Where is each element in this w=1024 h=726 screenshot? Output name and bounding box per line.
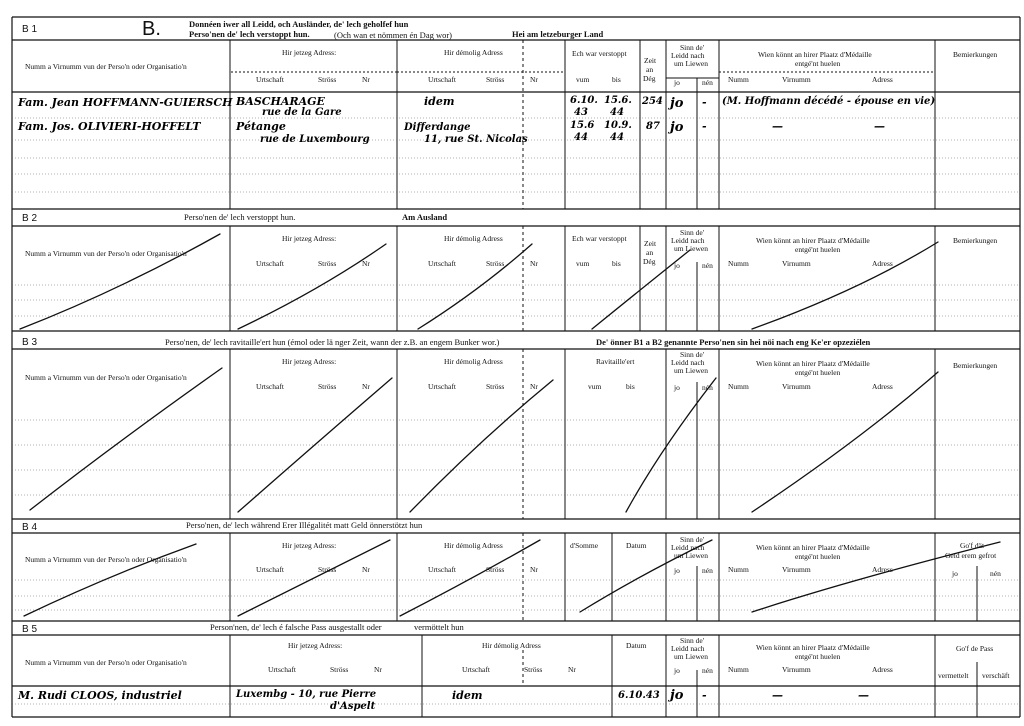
b3-col-stross: Ströss [318, 382, 337, 391]
b4-col-virnumm: Virnumm [782, 565, 811, 574]
entry-3-dash: - [702, 689, 707, 702]
entry-2-medal-name: — [772, 120, 783, 133]
b3-col-stross-2: Ströss [486, 382, 505, 391]
b2-col-urtschaft-2: Urtschaft [428, 259, 456, 268]
b5-col-medal-2: entgé'nt huelen [795, 652, 841, 661]
b2-col-former: Hir démolig Adress [444, 234, 503, 243]
entry-1-from: 6.10. [570, 95, 598, 106]
entry-1-note: (M. Hoffmann décédé - épouse en vie) [722, 96, 936, 107]
section-label-b1: B 1 [22, 24, 38, 35]
b5-col-vermettelt: vermettelt [938, 671, 969, 680]
b5-col-medal-1: Wien könnt an hirer Plaatz d'Médaille [756, 643, 870, 652]
col-nen: nén [702, 78, 713, 87]
entry-2-dash: - [702, 120, 707, 133]
col-jo: jo [674, 78, 680, 87]
b3-col-sinn-3: um Liewen [674, 366, 708, 375]
b4-col-adress: Adress [872, 565, 893, 574]
b5-col-former: Hir démolig Adress [482, 641, 541, 650]
entry-3-address: Luxembg - 10, rue Pierre [236, 689, 377, 700]
header-line-2b: (Och wan et nömmen én Dag wor) [334, 30, 453, 40]
b2-col-hidden: Ech war verstoppt [572, 234, 627, 243]
b2-col-sinn-1: Sinn de' [680, 228, 705, 237]
entry-2-city: Pétange [236, 120, 286, 133]
b4-col-former: Hir démolig Adress [444, 541, 503, 550]
b5-col-sinn-3: um Liewen [674, 652, 708, 661]
b3-col-jo: jo [674, 383, 680, 392]
b5-col-sinn-1: Sinn de' [680, 636, 705, 645]
b2-col-stross: Ströss [318, 259, 337, 268]
b5-col-urtschaft: Urtschaft [268, 665, 296, 674]
entry-3-former: idem [452, 689, 483, 702]
b4-col-stross: Ströss [318, 565, 337, 574]
header-line-2a: Perso'nen de' lech verstoppt hun. [189, 29, 310, 39]
col-nr-2: Nr [530, 75, 538, 84]
entry-2-days: 87 [646, 121, 660, 132]
b3-col-nen: nén [702, 383, 713, 392]
entry-1-dash: - [702, 96, 707, 109]
b4-col-medal-1: Wien könnt an hirer Plaatz d'Médaille [756, 543, 870, 552]
col-urtschaft-2: Urtschaft [428, 75, 456, 84]
b4-col-nen: nén [702, 566, 713, 575]
b2-col-adress: Adress [872, 259, 893, 268]
form-letter: B. [142, 18, 161, 40]
col-urtschaft: Urtschaft [256, 75, 284, 84]
entry-2-name: Fam. Jos. OLIVIERI-HOFFELT [18, 120, 201, 133]
b2-col-name: Numm a Virnumm vun der Perso'n oder Organisatio'n [25, 249, 187, 258]
b4-col-gof-nen: nén [990, 569, 1001, 578]
b3-col-nr: Nr [362, 382, 370, 391]
b3-title-note: De' önner B1 a B2 genannte Perso'nen sin hei nöi nach eng Ke'er opzeziélen [596, 337, 871, 347]
b4-col-medal-2: entgé'nt huelen [795, 552, 841, 561]
entry-1-alive: jo [670, 96, 684, 111]
b5-col-current: Hir jetzeg Adress: [288, 641, 343, 650]
b2-col-zeit-deg: Dég [643, 257, 656, 266]
b2-col-nen: nén [702, 261, 713, 270]
b5-title-2: vermöttelt hun [414, 622, 464, 632]
b2-col-urtschaft: Urtschaft [256, 259, 284, 268]
entry-1-to-year: 44 [610, 107, 624, 118]
b5-col-stross: Ströss [330, 665, 349, 674]
b4-col-datum: Datum [626, 541, 647, 550]
b3-col-sinn-2: Leidd nach [671, 358, 705, 367]
b2-col-jo: jo [674, 261, 680, 270]
col-stross: Ströss [318, 75, 337, 84]
b2-col-sinn-3: um Liewen [674, 244, 708, 253]
entry-2-to: 10.9. [604, 120, 632, 131]
entry-3-date: 6.10.43 [618, 690, 660, 701]
b3-col-ravit: Ravitaille'ert [596, 357, 635, 366]
entry-2-former-street: 11, rue St. Nicolas [424, 134, 528, 145]
entry-1-from-year: 43 [574, 107, 588, 118]
entry-2-street: rue de Luxembourg [260, 134, 370, 145]
b5-col-adress: Adress [872, 665, 893, 674]
entry-3-medal-address: — [858, 689, 869, 702]
b5-col-jo: jo [674, 666, 680, 675]
col-vum: vum [576, 75, 590, 84]
b3-col-bis: bis [626, 382, 635, 391]
entry-3-name: M. Rudi CLOOS, industriel [18, 689, 182, 702]
b3-col-sinn-1: Sinn de' [680, 350, 705, 359]
section-label-b4: B 4 [22, 522, 38, 533]
b5-col-nr-2: Nr [568, 665, 576, 674]
b5-col-name: Numm a Virnumm vun der Perso'n oder Organisatio'n [25, 658, 187, 667]
b4-col-numm: Numm [728, 565, 749, 574]
b2-col-nr-2: Nr [530, 259, 538, 268]
entry-1-to: 15.6. [604, 95, 632, 106]
entry-1-city: BASCHARAGE [236, 95, 325, 108]
col-stross-2: Ströss [486, 75, 505, 84]
b3-col-remarks: Bemierkungen [953, 361, 998, 370]
entry-1-former: idem [424, 95, 455, 108]
b5-col-verschaft: verschäft [982, 671, 1010, 680]
header-line-2c: Hei am letzeburger Land [512, 29, 604, 39]
b4-col-current: Hir jetzeg Adress: [282, 541, 337, 550]
b2-col-bis: bis [612, 259, 621, 268]
b4-col-nr-2: Nr [530, 565, 538, 574]
col-hidden: Ech war verstoppt [572, 49, 627, 58]
b5-col-urtschaft-2: Urtschaft [462, 665, 490, 674]
b2-title: Perso'nen de' lech verstoppt hun. [184, 212, 296, 222]
entry-2-former-city: Differdange [404, 122, 471, 133]
b4-title: Perso'nen, de' lech während Erer Illégalitét matt Geld önnerstötzt hun [186, 520, 423, 530]
b4-col-name: Numm a Virnumm vun der Perso'n oder Organisatio'n [25, 555, 187, 564]
b3-col-medal-1: Wien könnt an hirer Plaatz d'Médaille [756, 359, 870, 368]
b5-title: Person'nen, de' lech é falsche Pass ausgestallt oder [210, 622, 382, 632]
b3-col-medal-2: entgé'nt huelen [795, 368, 841, 377]
b2-col-medal-1: Wien könnt an hirer Plaatz d'Médaille [756, 236, 870, 245]
entry-1-days: 254 [642, 96, 663, 107]
b2-col-nr: Nr [362, 259, 370, 268]
b2-col-zeit-an: an [646, 248, 654, 257]
b3-col-nr-2: Nr [530, 382, 538, 391]
col-sinn-3: um Liewen [674, 59, 708, 68]
b2-col-remarks: Bemierkungen [953, 236, 998, 245]
col-bis: bis [612, 75, 621, 84]
col-virnumm: Virnumm [782, 75, 811, 84]
entry-2-medal-address: — [874, 120, 885, 133]
section-label-b3: B 3 [22, 337, 38, 348]
b2-col-vum: vum [576, 259, 590, 268]
entry-2-from: 15.6 [570, 120, 595, 131]
b5-col-nen: nén [702, 666, 713, 675]
b2-col-sinn-2: Leidd nach [671, 236, 705, 245]
b2-title-abroad: Am Ausland [402, 212, 448, 222]
header-line-1: Donnéen iwer all Leidd, och Ausländer, de' lech geholfef hun [189, 19, 409, 29]
b4-col-urtschaft-2: Urtschaft [428, 565, 456, 574]
b4-col-gof-jo: jo [952, 569, 958, 578]
b5-col-numm: Numm [728, 665, 749, 674]
b5-col-pass: Go'f de Pass [956, 644, 994, 653]
b3-col-name: Numm a Virnumm vun der Perso'n oder Organisatio'n [25, 373, 187, 382]
col-adress: Adress [872, 75, 893, 84]
b3-col-urtschaft-2: Urtschaft [428, 382, 456, 391]
b5-col-datum: Datum [626, 641, 647, 650]
col-nr: Nr [362, 75, 370, 84]
b2-col-numm: Numm [728, 259, 749, 268]
entry-1-street: rue de la Gare [262, 107, 342, 118]
b4-col-sinn-1: Sinn de' [680, 535, 705, 544]
col-zeit-an: an [646, 65, 654, 74]
entry-2-to-year: 44 [610, 132, 624, 143]
b2-col-virnumm: Virnumm [782, 259, 811, 268]
b3-col-vum: vum [588, 382, 602, 391]
b4-col-gof-2: Geld erem gefrot [945, 551, 997, 560]
b3-col-adress: Adress [872, 382, 893, 391]
b5-col-stross-2: Ströss [524, 665, 543, 674]
b2-col-stross-2: Ströss [486, 259, 505, 268]
b2-col-current: Hir jetzeg Adress: [282, 234, 337, 243]
b5-col-sinn-2: Leidd nach [671, 644, 705, 653]
col-remarks: Bemierkungen [953, 50, 998, 59]
b4-col-stross-2: Ströss [486, 565, 505, 574]
col-zeit: Zeit [644, 56, 657, 65]
col-medal-1: Wien könnt an hirer Plaatz d'Médaille [758, 50, 872, 59]
entry-3-alive: jo [670, 688, 684, 703]
entry-3-medal-name: — [772, 689, 783, 702]
b3-col-numm: Numm [728, 382, 749, 391]
b3-col-virnumm: Virnumm [782, 382, 811, 391]
col-current-address: Hir jetzeg Adress: [282, 48, 337, 57]
b4-col-somme: d'Somme [570, 541, 599, 550]
entry-2-from-year: 44 [574, 132, 588, 143]
b4-col-urtschaft: Urtschaft [256, 565, 284, 574]
b2-col-medal-2: entgé'nt huelen [795, 245, 841, 254]
b3-col-former: Hir démolig Adress [444, 357, 503, 366]
col-numm: Numm [728, 75, 749, 84]
b4-col-jo: jo [674, 566, 680, 575]
col-sinn-1: Sinn de' [680, 43, 705, 52]
b5-col-nr: Nr [374, 665, 382, 674]
b4-col-gof-1: Go'f dät [960, 541, 985, 550]
b3-col-urtschaft: Urtschaft [256, 382, 284, 391]
b3-title: Perso'nen, de' lech ravitaille'ert hun (émol oder lä nger Zeit, wann der z.B. an engem Bunker wor.) [165, 337, 500, 347]
section-label-b2: B 2 [22, 213, 38, 224]
b5-col-virnumm: Virnumm [782, 665, 811, 674]
b4-col-nr: Nr [362, 565, 370, 574]
b3-col-current: Hir jetzeg Adress: [282, 357, 337, 366]
section-label-b5: B 5 [22, 624, 38, 635]
col-medal-2: entgé'nt huelen [795, 59, 841, 68]
col-former-address: Hir démolig Adress [444, 48, 503, 57]
col-zeit-deg: Dég [643, 74, 656, 83]
entry-1-name: Fam. Jean HOFFMANN-GUIERSCH [18, 96, 233, 109]
col-sinn-2: Leidd nach [671, 51, 705, 60]
b4-col-sinn-2: Leidd nach [671, 543, 705, 552]
b2-col-zeit: Zeit [644, 239, 657, 248]
entry-3-address-2: d'Aspelt [330, 701, 376, 712]
entry-2-alive: jo [670, 120, 684, 135]
b4-col-sinn-3: um Liewen [674, 551, 708, 560]
col-name: Numm a Virnumm vun der Perso'n oder Organisatio'n [25, 62, 187, 71]
